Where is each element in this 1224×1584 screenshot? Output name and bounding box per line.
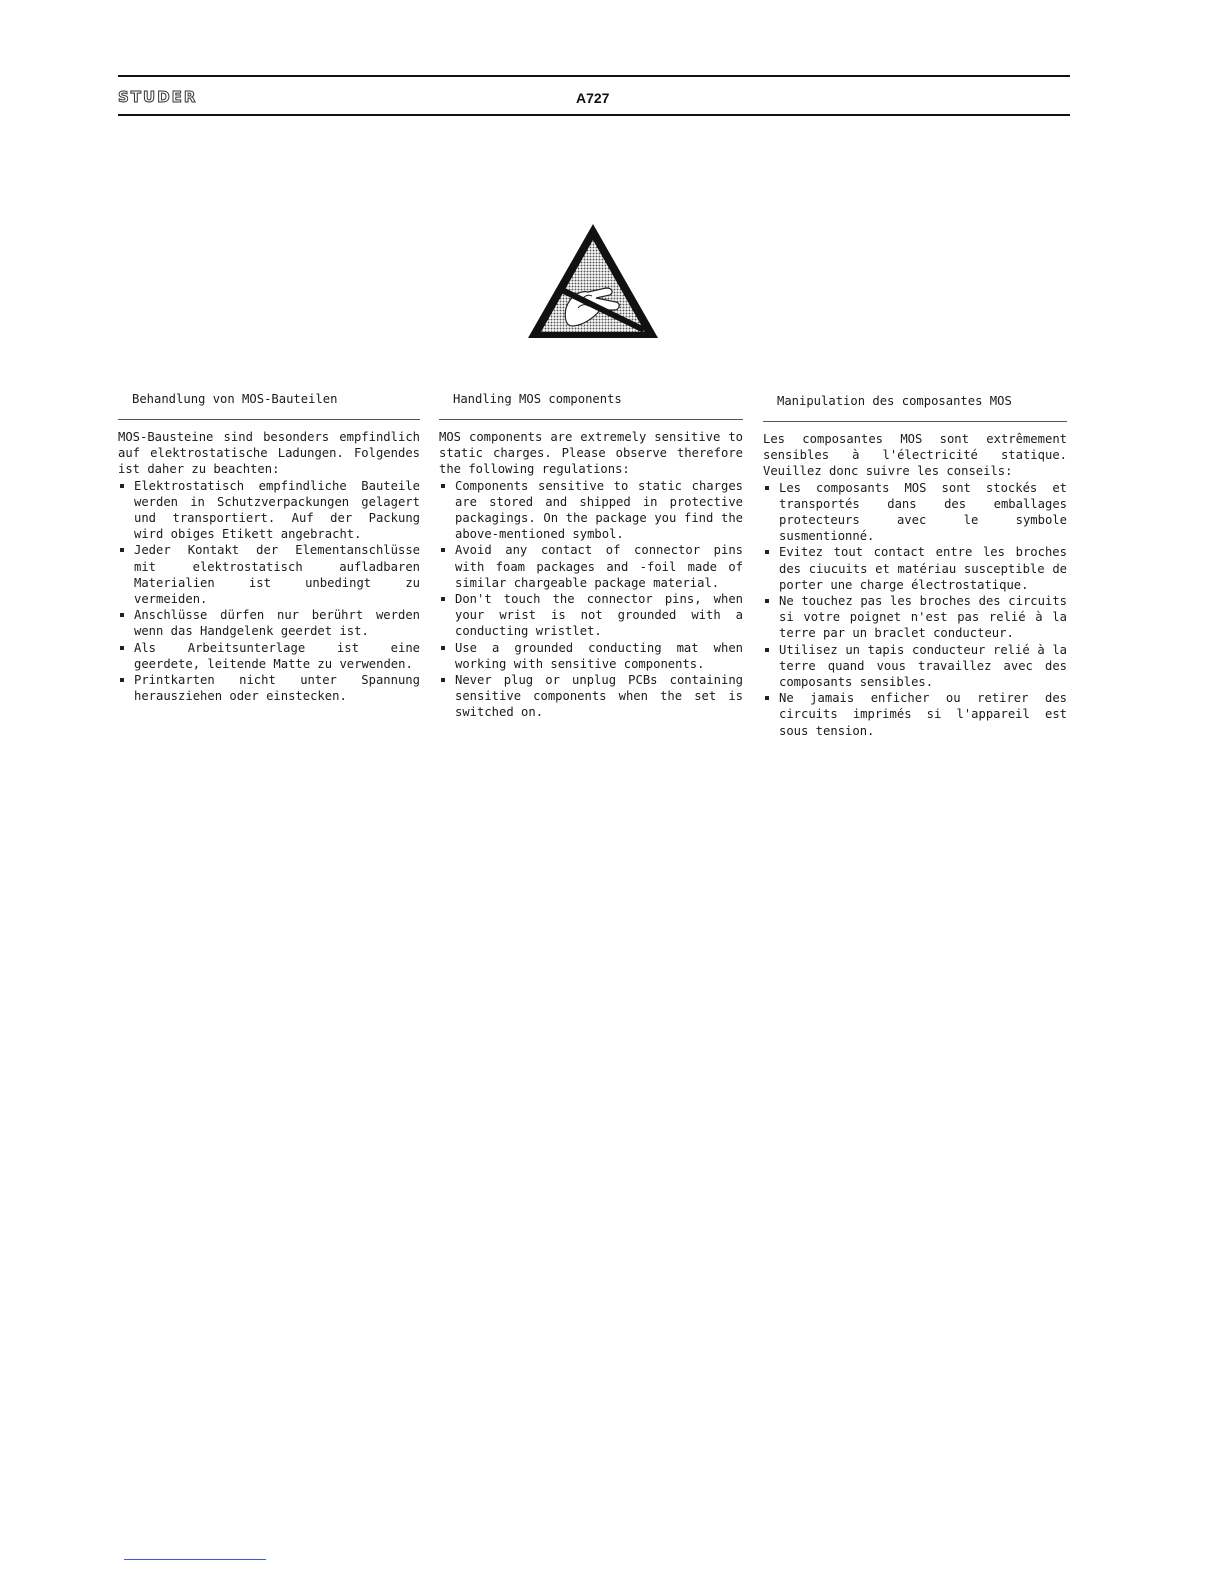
- list-item: Anschlüsse dürfen nur berührt werden wenn das Handgelenk geerdet ist.: [118, 607, 420, 639]
- list-item: Les composants MOS sont stockés et transportés dans des emballages protecteurs avec le symbole susmentionné.: [763, 480, 1067, 545]
- column-divider: [439, 419, 743, 420]
- list-item: Utilisez un tapis conducteur relié à la terre quand vous travaillez avec des composants sensibles.: [763, 642, 1067, 691]
- esd-warning-triangle-icon: [526, 222, 660, 340]
- column-english: [439, 391, 743, 721]
- list-item: Never plug or unplug PCBs containing sensitive components when the set is switched on.: [439, 672, 743, 721]
- column-divider: [763, 421, 1067, 422]
- list-item: Evitez tout contact entre les broches des ciucuits et matériau susceptible de porter une charge électrostatique.: [763, 544, 1067, 593]
- list-item: Use a grounded conducting mat when working with sensitive components.: [439, 640, 743, 672]
- model-number: A727: [576, 90, 610, 106]
- list-item: Ne touchez pas les broches des circuits si votre poignet n'est pas relié à la terre par un braclet conducteur.: [763, 593, 1067, 642]
- column-divider: [118, 419, 420, 420]
- footnote-separator: [124, 1559, 266, 1560]
- list-item: Ne jamais enficher ou retirer des circuits imprimés si l'appareil est sous tension.: [763, 690, 1067, 739]
- column-heading: Behandlung von MOS-Bauteilen: [132, 392, 338, 406]
- list-item: Elektrostatisch empfindliche Bauteile werden in Schutzverpackungen gelagert und transportiert. Auf der Packung wird obiges Etikett angebracht.: [118, 478, 420, 543]
- list-item: Jeder Kontakt der Elementanschlüsse mit elektrostatisch aufladbaren Materialien ist unbedingt zu vermeiden.: [118, 542, 420, 607]
- header-top-rule: [118, 75, 1070, 77]
- column-german: [118, 391, 420, 704]
- bullet-list: [439, 478, 743, 721]
- column-intro: MOS-Bausteine sind besonders empfindlich auf elektrostatische Ladungen. Folgendes ist daher zu beachten:: [118, 430, 420, 477]
- studer-logo: STUDER: [118, 88, 198, 106]
- list-item: Don't touch the connector pins, when your wrist is not grounded with a conducting wristlet.: [439, 591, 743, 640]
- list-item: Als Arbeitsunterlage ist eine geerdete, leitende Matte zu verwenden.: [118, 640, 420, 672]
- bullet-list: [763, 480, 1067, 739]
- list-item: Components sensitive to static charges are stored and shipped in protective packagings. On the package you find the above-mentioned symbol.: [439, 478, 743, 543]
- column-heading: Handling MOS components: [453, 392, 622, 406]
- column-heading: Manipulation des composantes MOS: [777, 394, 1012, 408]
- bullet-list: [118, 478, 420, 705]
- column-french: [763, 393, 1067, 739]
- column-intro: MOS components are extremely sensitive to static charges. Please observe therefore the following regulations:: [439, 430, 743, 477]
- column-intro: Les composantes MOS sont extrêmement sensibles à l'électricité statique. Veuillez donc suivre les conseils:: [763, 432, 1067, 479]
- header-bottom-rule: [118, 114, 1070, 116]
- list-item: Printkarten nicht unter Spannung herausziehen oder einstecken.: [118, 672, 420, 704]
- list-item: Avoid any contact of connector pins with foam packages and -foil made of similar chargeable package material.: [439, 542, 743, 591]
